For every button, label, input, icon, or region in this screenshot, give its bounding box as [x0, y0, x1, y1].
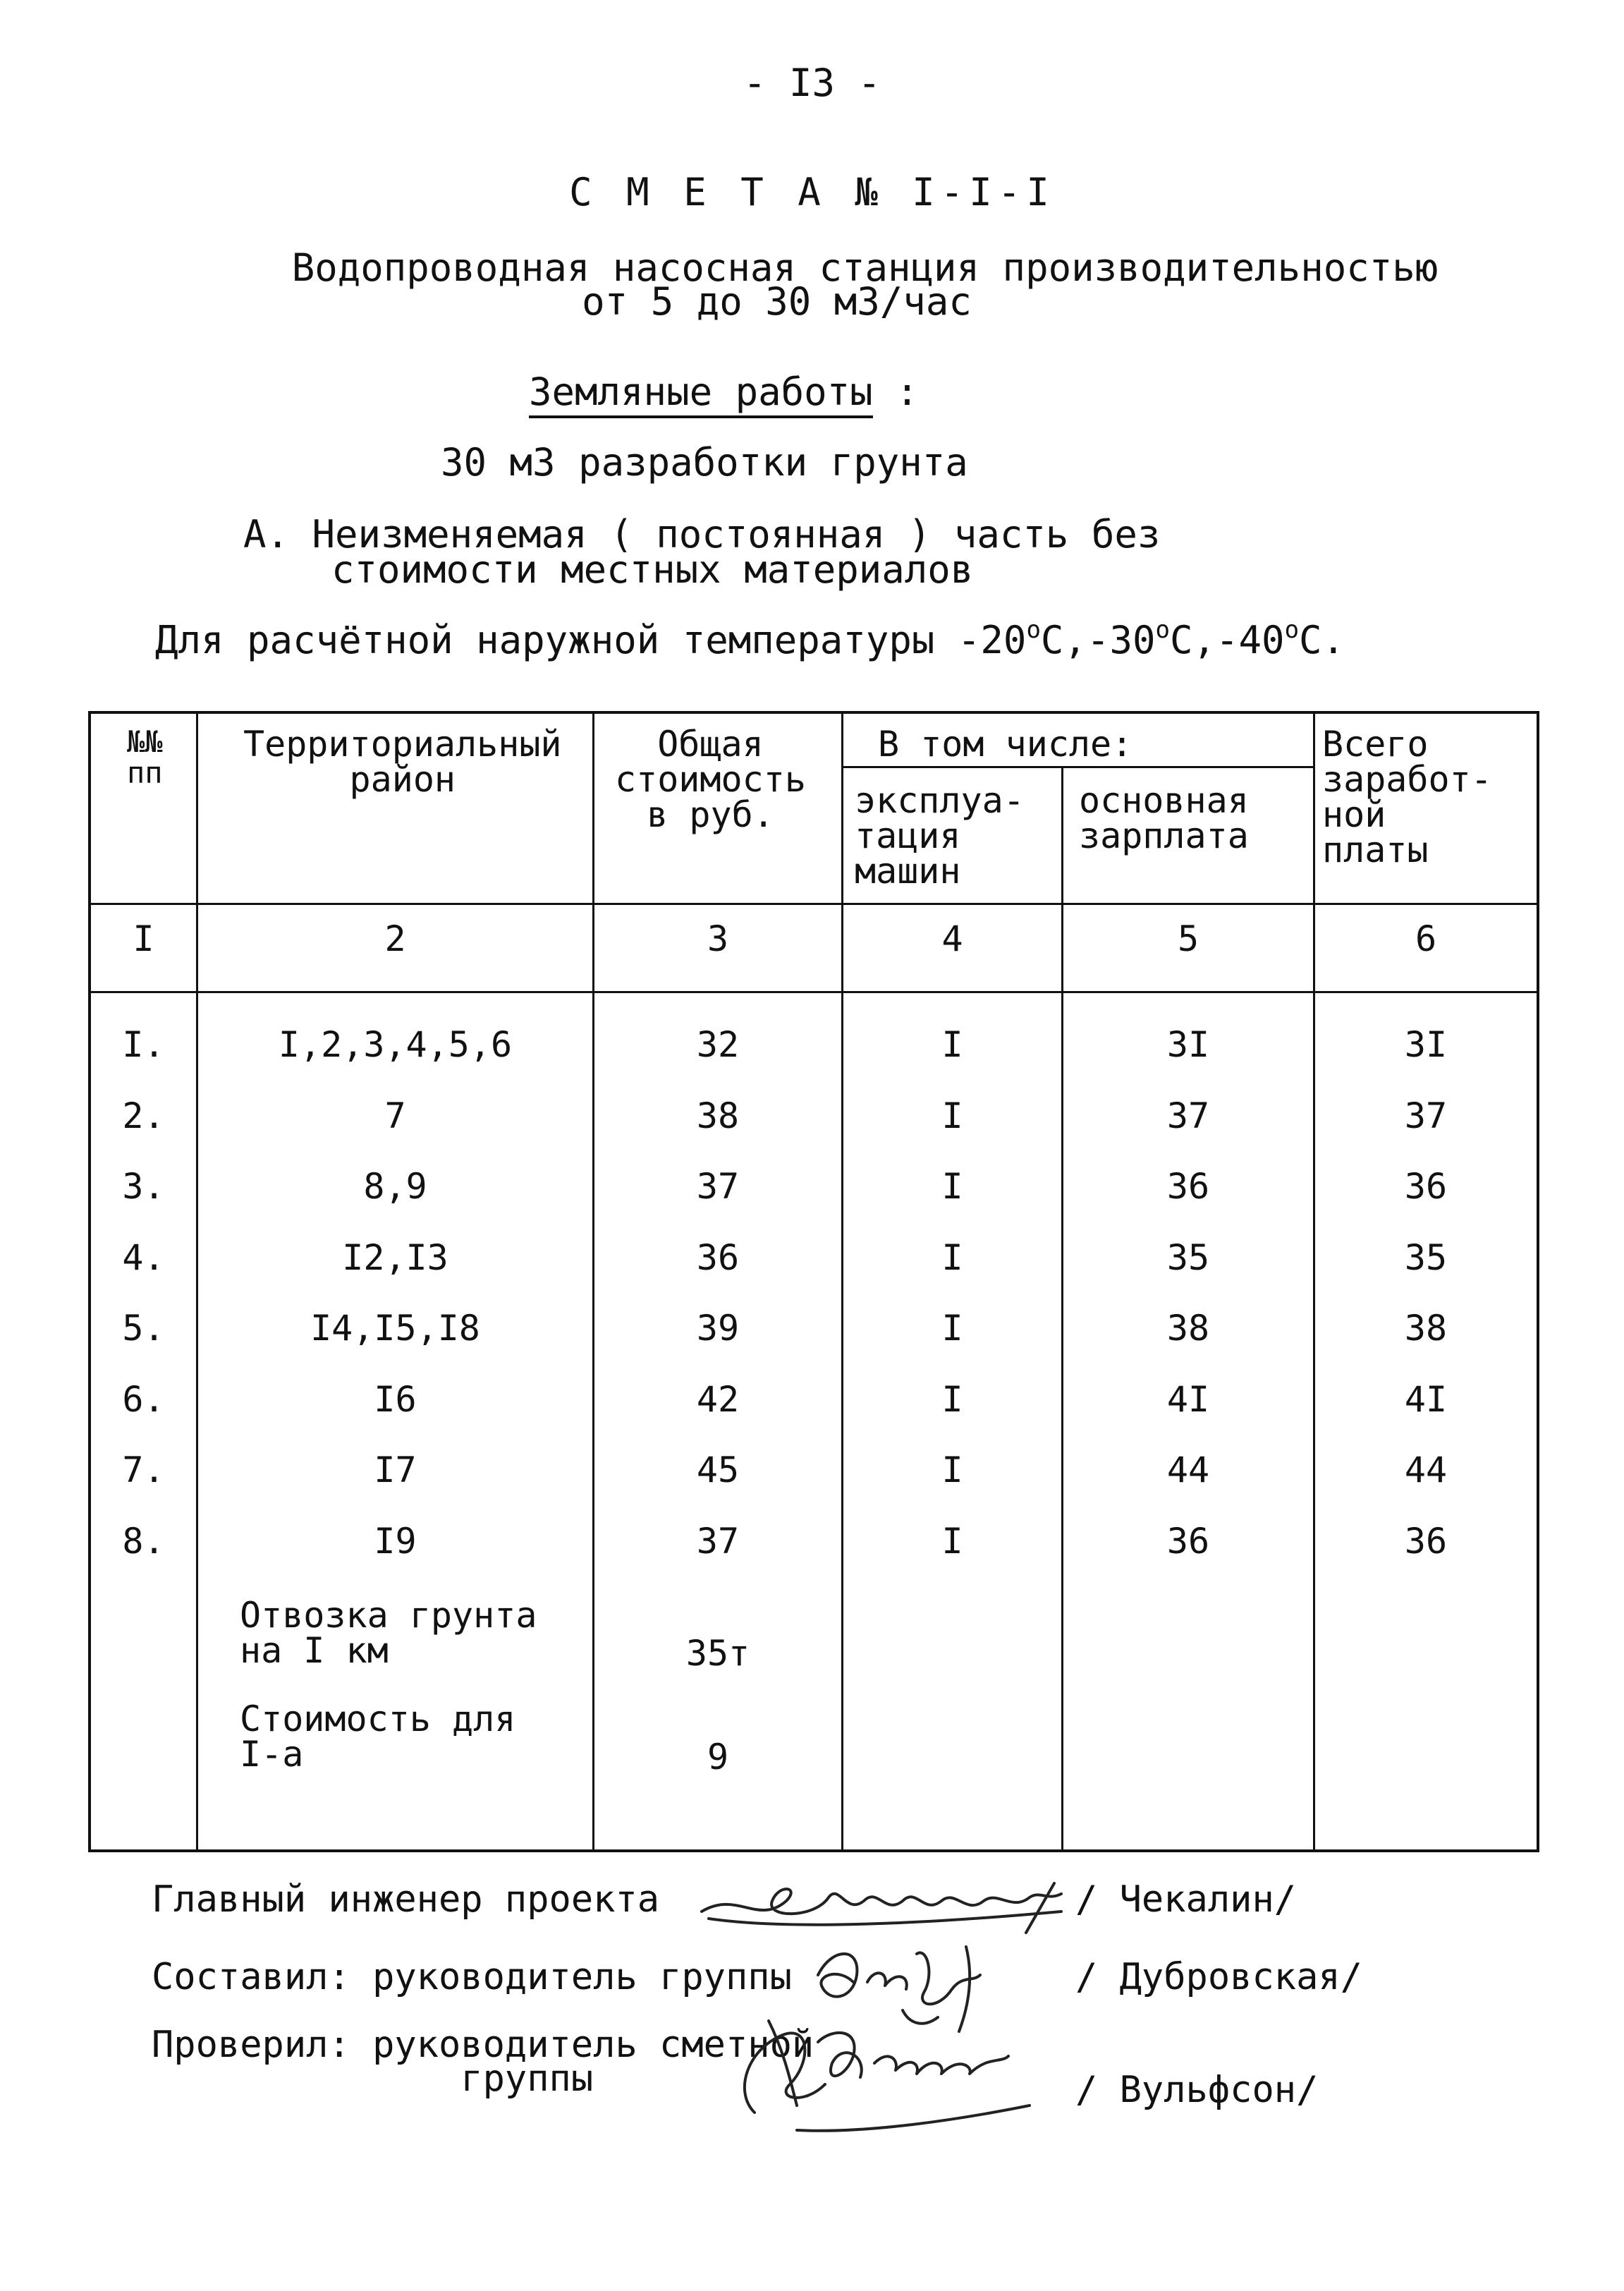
row-total: 39 — [696, 1308, 740, 1349]
signature-name-1-text: / Чекалин/ — [1075, 1878, 1297, 1921]
colnum-2: 2 — [384, 918, 406, 959]
header-region — [243, 724, 562, 800]
page-number-text: - I3 - — [743, 61, 881, 105]
col-sep-2 — [592, 711, 594, 1852]
part-line-2: стоимости местных материалов — [331, 547, 974, 592]
extra-value-2: 9 — [707, 1737, 729, 1778]
signature-role-3: Проверил: руководитель сметной группы — [152, 2024, 814, 2100]
row-machines: I — [941, 1521, 963, 1562]
row-salary: 44 — [1166, 1450, 1210, 1490]
colnum-5: 5 — [1177, 918, 1199, 959]
volume-line — [441, 440, 968, 485]
row-all-salary: 35 — [1404, 1237, 1448, 1278]
subtitle-line-1: Водопроводная насосная станция производительностью — [291, 245, 1439, 290]
header-num — [127, 724, 163, 790]
temp-unit-1: C — [1040, 618, 1064, 662]
degree-1: o — [1026, 616, 1041, 644]
row-all-salary: 3I — [1404, 1024, 1448, 1065]
subtitle-line-2: от 5 до 30 м3/час — [582, 279, 972, 324]
row-machines: I — [941, 1166, 963, 1207]
signature-line-1 — [152, 1880, 659, 1919]
part-description — [243, 512, 1161, 592]
colnum-3: 3 — [707, 918, 729, 959]
header-machines-text: эксплуа- тация машин — [855, 780, 1025, 892]
row-salary: 38 — [1166, 1308, 1210, 1349]
handwritten-signature-3 — [726, 2000, 1051, 2141]
signature-line-2 — [152, 1957, 792, 1997]
row-num: 8. — [122, 1521, 165, 1562]
degree-3: o — [1284, 616, 1300, 644]
signature-name-2-text: / Дубровская/ — [1075, 1956, 1362, 1998]
row-machines: I — [941, 1024, 963, 1065]
row-region: I,2,3,4,5,6 — [278, 1024, 513, 1065]
row-region: I2,I3 — [342, 1237, 448, 1278]
row-salary: 3I — [1166, 1024, 1210, 1065]
section-heading — [529, 372, 919, 412]
temp-2: -30 — [1086, 618, 1156, 662]
handwritten-signature-1 — [695, 1862, 1089, 1940]
row-total: 36 — [696, 1237, 740, 1278]
extra-value-1: 35т — [685, 1633, 750, 1674]
degree-2: o — [1155, 616, 1170, 644]
row-num: I. — [122, 1024, 165, 1065]
header-salary — [1079, 780, 1249, 856]
page-number — [0, 63, 1624, 103]
signature-line-3 — [152, 2024, 814, 2100]
signature-name-1 — [1075, 1880, 1296, 1919]
subtitle — [0, 245, 1624, 324]
row-total: 37 — [696, 1166, 740, 1207]
row-num: 3. — [122, 1166, 165, 1207]
header-num-text: №№ пп — [127, 724, 163, 790]
row-salary: 37 — [1166, 1095, 1210, 1136]
row-num: 5. — [122, 1308, 165, 1349]
row-machines: I — [941, 1308, 963, 1349]
row-machines: I — [941, 1095, 963, 1136]
header-total-text: Общая стоимость в руб. — [615, 724, 806, 835]
table-bottom-border — [88, 1849, 1539, 1852]
temp-1: -20 — [957, 618, 1027, 662]
temp-3: -40 — [1216, 618, 1285, 662]
colnum-6: 6 — [1415, 918, 1437, 959]
signature-name-3 — [1075, 2070, 1318, 2110]
signature-name-3-text: / Вульфсон/ — [1075, 2069, 1319, 2111]
row-region: I7 — [374, 1450, 417, 1490]
colnum-4: 4 — [941, 918, 963, 959]
extra-label-1 — [240, 1595, 537, 1671]
header-bottom-rule — [88, 903, 1539, 905]
colnum-1: I — [133, 918, 154, 959]
document-title — [0, 170, 1624, 214]
section-title: Земляные работы — [529, 370, 873, 418]
row-region: I9 — [374, 1521, 417, 1562]
row-all-salary: 36 — [1404, 1521, 1448, 1562]
row-region: 7 — [384, 1095, 406, 1136]
row-total: 32 — [696, 1024, 740, 1065]
signature-role-2: Составил: руководитель группы — [152, 1956, 792, 1998]
extra-label-2-text: Стоимость для I-а — [240, 1699, 516, 1775]
table-top-border — [88, 711, 1539, 714]
column-numbers-rule — [88, 991, 1539, 993]
extra-label-2 — [240, 1699, 516, 1775]
header-all-salary — [1322, 724, 1492, 870]
part-line-1: А. Неизменяемая ( постоянная ) часть без — [243, 512, 1161, 557]
col-sep-3 — [841, 711, 843, 1852]
header-region-text: Территориальный район — [243, 724, 562, 800]
temp-prefix: Для расчётной наружной температуры — [155, 618, 958, 662]
header-including-text: В том числе: — [878, 724, 1132, 768]
row-region: 8,9 — [363, 1166, 427, 1207]
row-region: I6 — [374, 1379, 417, 1420]
row-salary: 36 — [1166, 1166, 1210, 1207]
extra-label-1-text: Отвозка грунта на I км — [240, 1595, 537, 1671]
temp-unit-3: C — [1299, 618, 1322, 662]
row-total: 37 — [696, 1521, 740, 1562]
row-salary: 35 — [1166, 1237, 1210, 1278]
header-machines — [855, 780, 1025, 892]
volume-text: 30 м3 разработки грунта — [441, 440, 968, 485]
header-all-salary-text: Всего заработ- ной платы — [1322, 724, 1492, 870]
row-machines: I — [941, 1379, 963, 1420]
row-total: 45 — [696, 1450, 740, 1490]
temperature-line: Для расчётной наружной температуры -20$^o$C,-30$^o$C,-40$^o$C. — [155, 616, 1345, 662]
header-including — [878, 724, 1133, 765]
header-total — [615, 724, 806, 835]
row-machines: I — [941, 1450, 963, 1490]
table-right-border — [1537, 711, 1539, 1852]
row-region: I4,I5,I8 — [310, 1308, 480, 1349]
header-salary-text: основная зарплата — [1079, 780, 1249, 856]
row-total: 42 — [696, 1379, 740, 1420]
section-colon: : — [896, 370, 919, 414]
signature-role-1: Главный инженер проекта — [152, 1878, 660, 1921]
row-total: 38 — [696, 1095, 740, 1136]
row-all-salary: 36 — [1404, 1166, 1448, 1207]
row-all-salary: 44 — [1404, 1450, 1448, 1490]
signature-name-2 — [1075, 1957, 1362, 1997]
row-num: 2. — [122, 1095, 165, 1136]
col-sep-5 — [1313, 711, 1315, 1852]
title-text: С М Е Т А № I-I-I — [569, 170, 1055, 214]
temp-unit-2: C — [1169, 618, 1193, 662]
row-num: 7. — [122, 1450, 165, 1490]
row-all-salary: 4I — [1404, 1379, 1448, 1420]
row-salary: 4I — [1166, 1379, 1210, 1420]
row-salary: 36 — [1166, 1521, 1210, 1562]
col-sep-1 — [196, 711, 198, 1852]
row-machines: I — [941, 1237, 963, 1278]
row-all-salary: 37 — [1404, 1095, 1448, 1136]
row-num: 6. — [122, 1379, 165, 1420]
table-left-border — [88, 711, 91, 1852]
row-num: 4. — [122, 1237, 165, 1278]
row-all-salary: 38 — [1404, 1308, 1448, 1349]
